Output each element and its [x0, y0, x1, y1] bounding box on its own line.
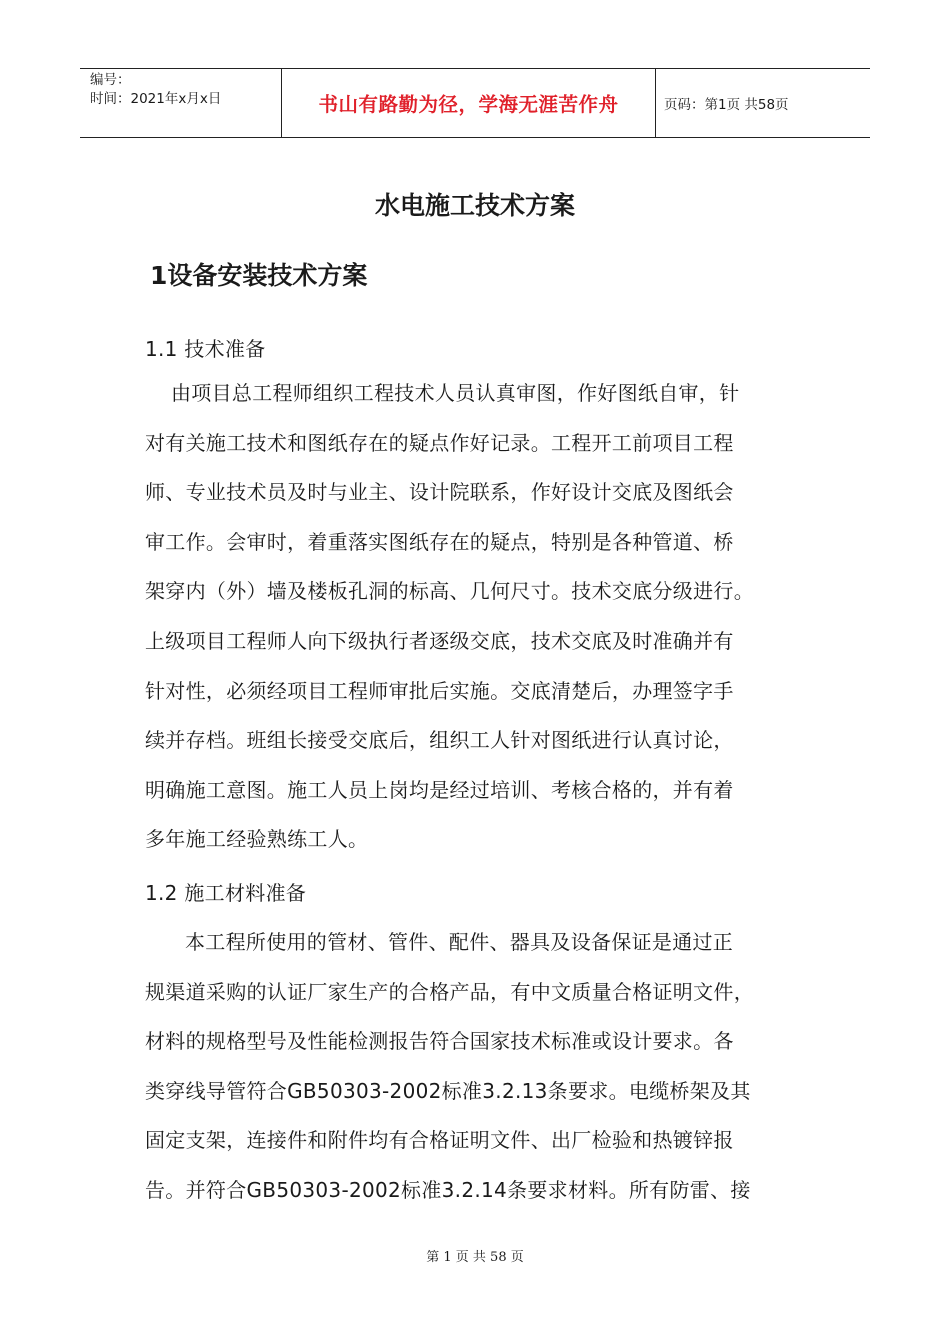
paragraph-line: 固定支架，连接件和附件均有合格证明文件、出厂检验和热镀锌报: [145, 1128, 734, 1153]
header-meta: [80, 69, 282, 137]
paragraph-line: 由项目总工程师组织工程技术人员认真审图，作好图纸自审，针: [171, 381, 740, 405]
document-title: 水电施工技术方案: [374, 191, 575, 220]
paragraph-line: 多年施工经验熟练工人。: [145, 827, 369, 852]
date-line: 时间：2021年x月x日: [90, 91, 222, 107]
paragraph-line: 本工程所使用的管材、管件、配件、器具及设备保证是通过正: [185, 930, 734, 954]
number-label: 编号：: [90, 72, 131, 88]
subsection-title: 1.1 技术准备: [145, 337, 266, 361]
header-page-info: 页码：第1页 共58页: [664, 97, 789, 113]
paragraph-line: 类穿线导管符合GB50303-2002标准3.2.13条要求。电缆桥架及其: [145, 1078, 751, 1103]
paragraph: [145, 918, 805, 1216]
header-motto: 书山有路勤为径，学海无涯苦作舟: [282, 69, 656, 137]
paragraph-line: 明确施工意图。施工人员上岗均是经过培训、考核合格的，并有着: [145, 777, 734, 802]
paragraph-line: 针对性，必须经项目工程师审批后实施。交底清楚后，办理签字手: [145, 678, 734, 703]
paragraph-line: 对有关施工技术和图纸存在的疑点作好记录。工程开工前项目工程: [145, 430, 734, 455]
paragraph: [145, 369, 805, 865]
paragraph-line: 续并存档。班组长接受交底后，组织工人针对图纸进行认真讨论，: [145, 728, 734, 753]
header-table: [80, 68, 870, 138]
page-footer: 第 1 页 共 58 页: [426, 1250, 524, 1265]
paragraph-line: 告。并符合GB50303-2002标准3.2.14条要求材料。所有防雷、接: [145, 1177, 751, 1202]
paragraph-line: 师、专业技术员及时与业主、设计院联系，作好设计交底及图纸会: [145, 480, 734, 505]
subsection-title: 1.2 施工材料准备: [145, 881, 307, 905]
paragraph-line: 上级项目工程师人向下级执行者逐级交底，技术交底及时准确并有: [145, 628, 734, 653]
paragraph-line: 架穿内（外）墙及楼板孔洞的标高、几何尺寸。技术交底分级进行。: [145, 579, 754, 604]
paragraph-line: 规渠道采购的认证厂家生产的合格产品，有中文质量合格证明文件，: [145, 979, 754, 1004]
subsection-1: [145, 330, 805, 865]
subsection-2: [145, 874, 805, 1216]
paragraph-line: 材料的规格型号及性能检测报告符合国家技术标准或设计要求。各: [145, 1029, 734, 1054]
paragraph-line: 审工作。会审时，着重落实图纸存在的疑点，特别是各种管道、桥: [145, 529, 734, 554]
section-heading: 1设备安装技术方案: [150, 261, 368, 290]
